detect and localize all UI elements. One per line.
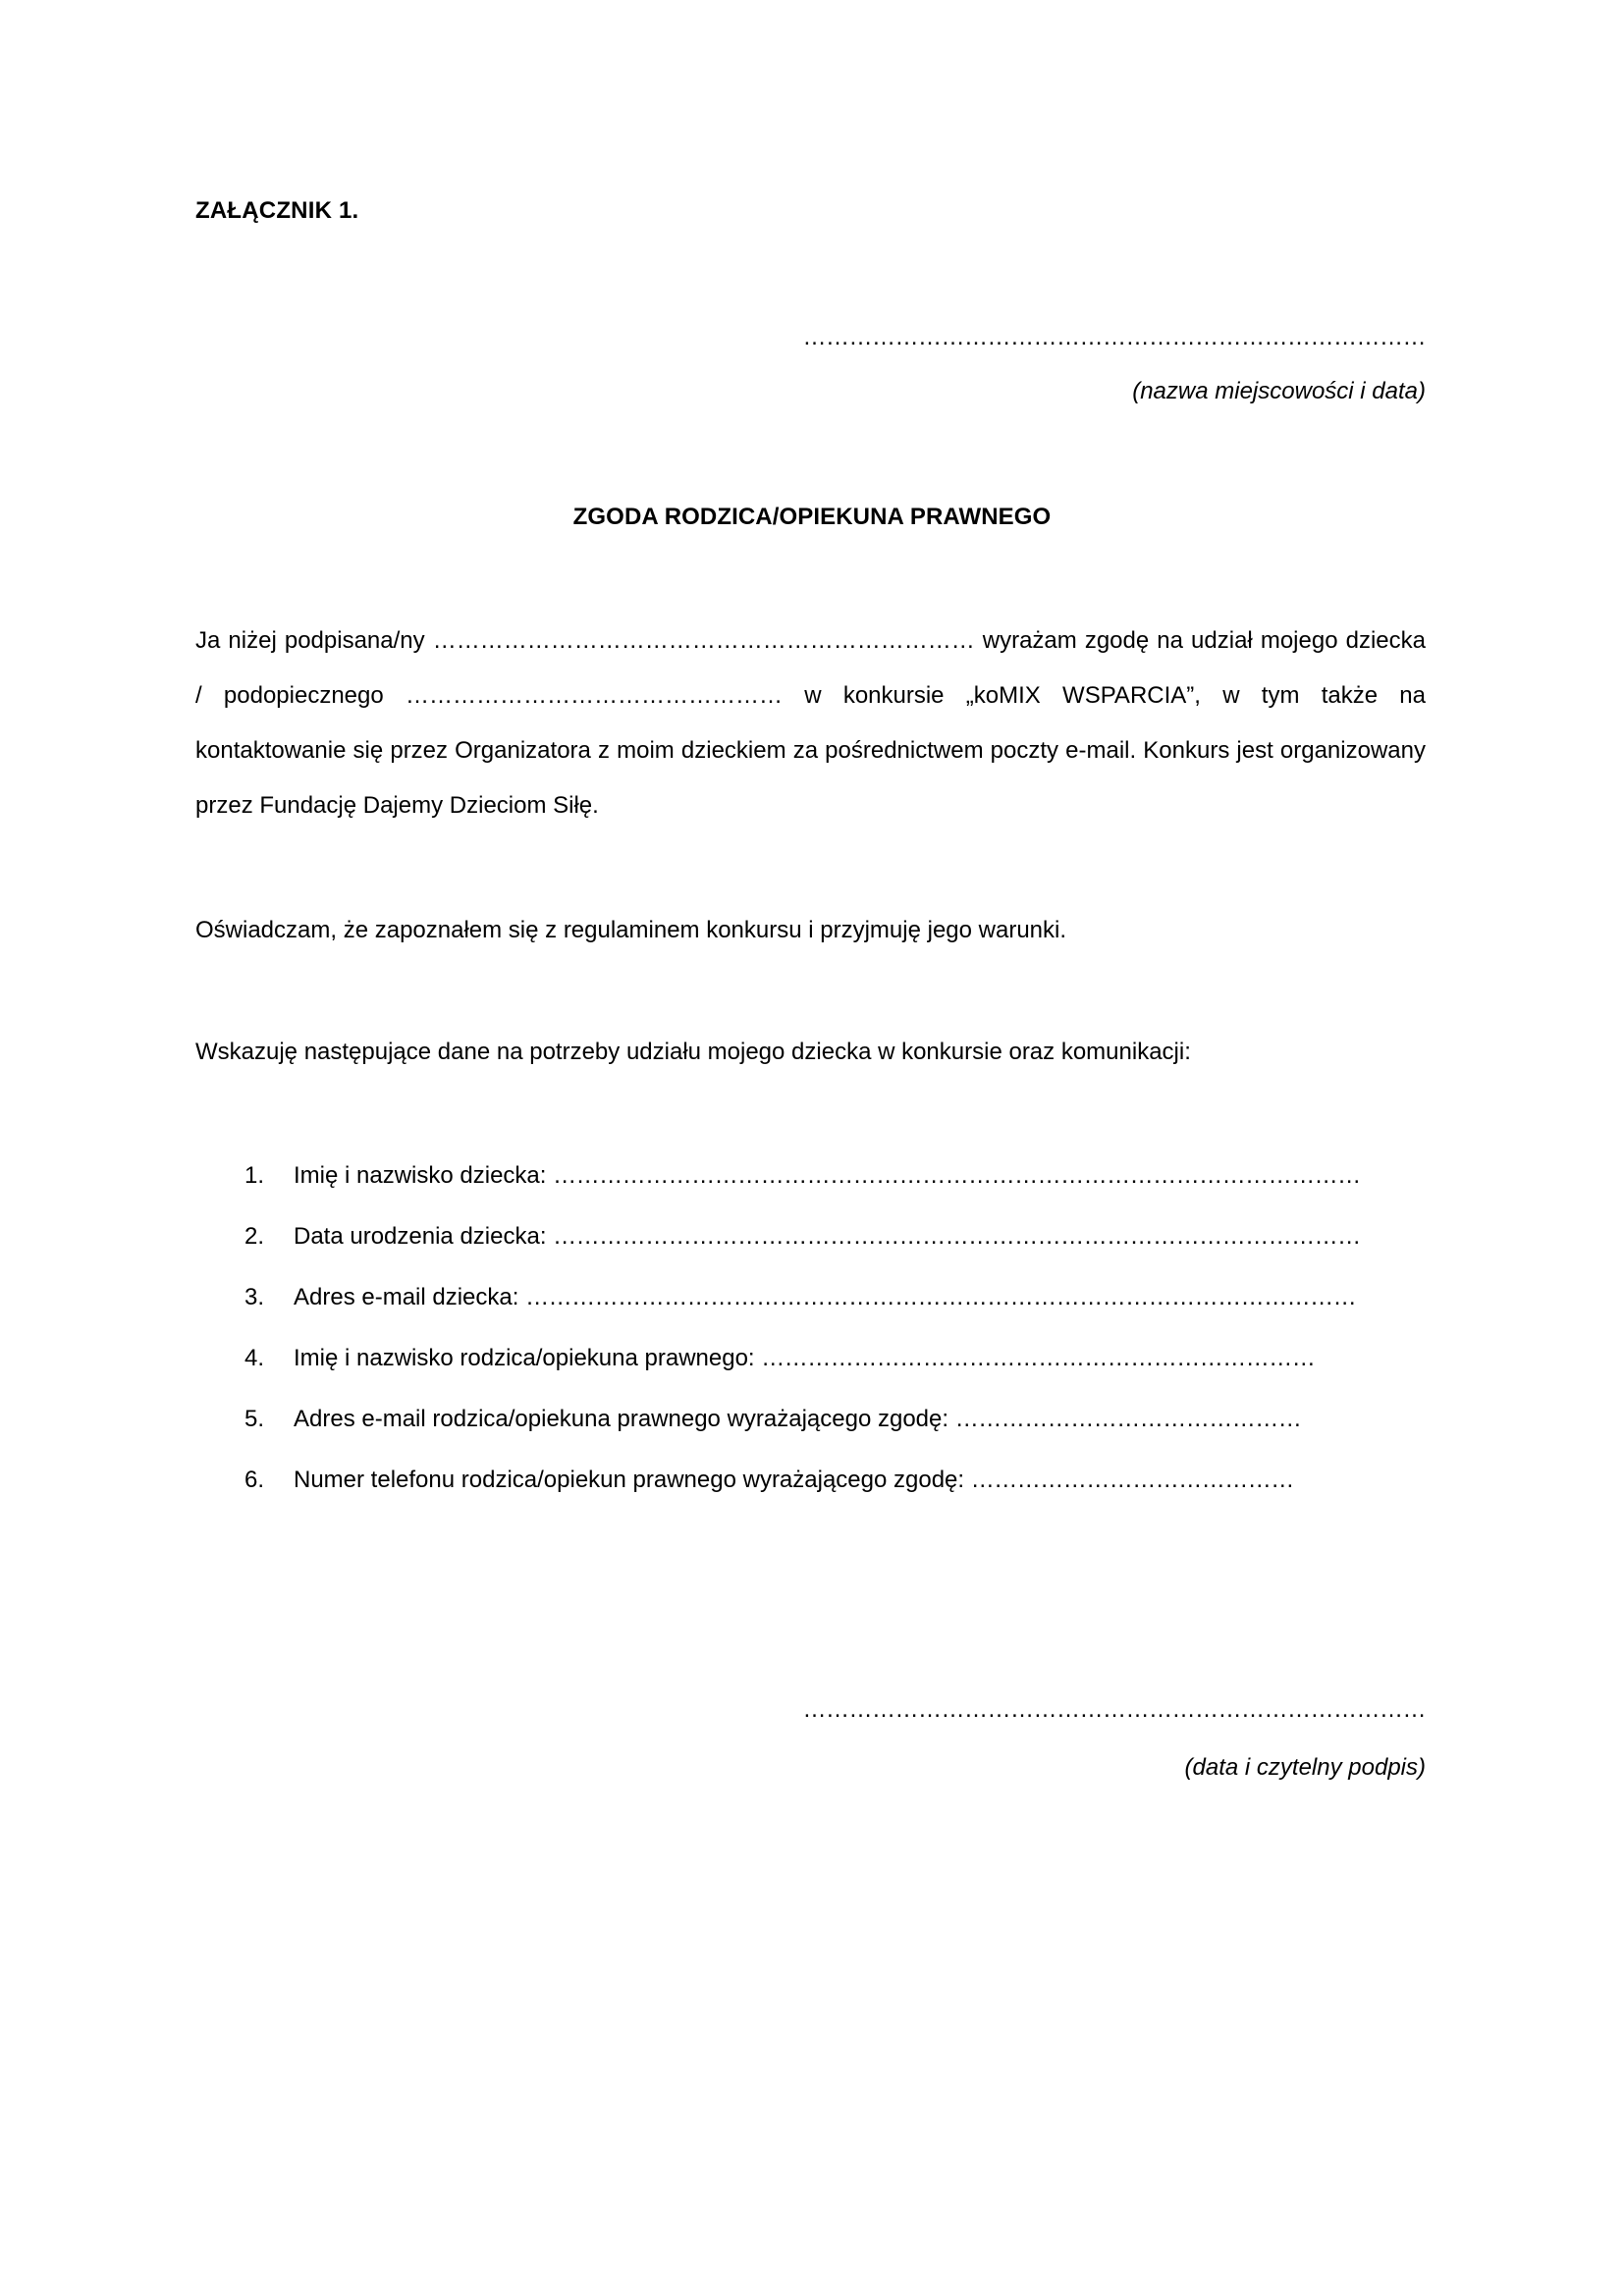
list-item-number: 2. [244, 1223, 265, 1250]
list-item-number: 1. [244, 1162, 265, 1189]
list-item-label: Adres e-mail dziecka: [294, 1284, 519, 1310]
fill-in-line: …………………………………………………………………………………………… [553, 1162, 1361, 1189]
consent-paragraph: Ja niżej podpisana/ny …………………………………………………………… wyrażam zgodę na udział mojego dziecka / podopiecznego ………………………………………… w konkursie „koMIX WSPARCIA”, w tym także na kontaktowanie się przez Organizatora z moim dzieckiem za pośrednictwem poczty e-mail. Konkurs jest organizowany przez Fundację Dajemy Dzieciom Siłę. [195, 627, 1426, 819]
list-item-label: Data urodzenia dziecka: [294, 1223, 547, 1250]
list-item-number: 5. [244, 1406, 265, 1432]
list-item-parent-phone [195, 1450, 1426, 1511]
list-item-label: Adres e-mail rodzica/opiekuna prawnego wyrażającego zgodę: [294, 1406, 949, 1432]
fill-in-line: ……………………………………… [954, 1406, 1302, 1432]
fill-in-line: …………………………………… [970, 1467, 1294, 1493]
list-item-number: 4. [244, 1345, 265, 1371]
fill-in-line: …………………………………………………………………………………………… [553, 1223, 1361, 1250]
fill-in-line: ……………………………………………………………… [761, 1345, 1316, 1371]
list-item-child-email [195, 1267, 1426, 1328]
data-intro-paragraph: Wskazuję następujące dane na potrzeby udziału mojego dziecka w konkursie oraz komunikacji: [195, 1039, 1191, 1065]
list-item-label: Imię i nazwisko dziecka: [294, 1162, 547, 1189]
list-item-label: Imię i nazwisko rodzica/opiekuna prawnego: [294, 1345, 755, 1371]
list-item-number: 6. [244, 1467, 265, 1493]
signature-caption: (data i czytelny podpis) [1184, 1754, 1426, 1781]
list-item-child-birthdate [195, 1206, 1426, 1267]
list-item-number: 3. [244, 1284, 265, 1310]
signature-line: ……………………………………………………………………… [802, 1696, 1426, 1723]
fill-in-line: ……………………………………………………………………………………………… [525, 1284, 1357, 1310]
regulations-statement: Oświadczam, że zapoznałem się z regulaminem konkursu i przyjmuję jego warunki. [195, 917, 1067, 943]
data-fields-list [195, 1146, 1426, 1511]
list-item-label: Numer telefonu rodzica/opiekun prawnego wyrażającego zgodę: [294, 1467, 965, 1493]
document-title: ZGODA RODZICA/OPIEKUNA PRAWNEGO [572, 504, 1052, 530]
place-date-caption: (nazwa miejscowości i data) [1132, 378, 1426, 404]
list-item-parent-email [195, 1389, 1426, 1450]
list-item-child-name [195, 1146, 1426, 1206]
list-item-parent-name [195, 1328, 1426, 1389]
attachment-label: ZAŁĄCZNIK 1. [195, 197, 359, 224]
place-date-line: ……………………………………………………………………… [802, 324, 1426, 350]
